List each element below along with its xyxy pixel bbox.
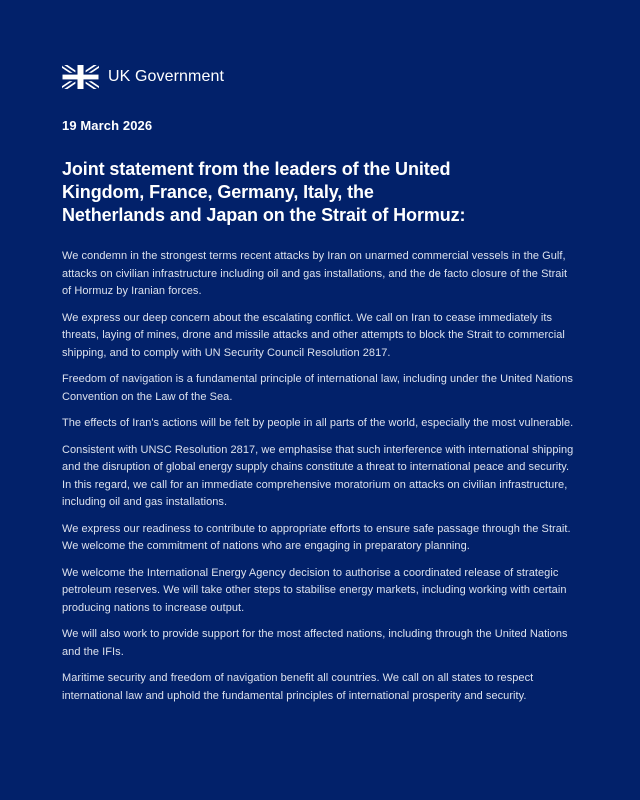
headline-line-3: Netherlands and Japan on the Strait of Hormuz: [62, 205, 466, 225]
statement-date: 19 March 2026 [62, 118, 153, 133]
org-name-label: UK Government [108, 67, 225, 85]
statement-paragraph: The effects of Iran's actions will be felt by people in all parts of the world, especially the most vulnerable. [62, 417, 574, 429]
headline-line-2: Kingdom, France, Germany, Italy, the [62, 182, 374, 202]
statement-paragraph: Freedom of navigation is a fundamental principle of international law, including under the United Nations Convention on the Law of the Sea. [62, 373, 573, 403]
statement-paragraph: We express our deep concern about the escalating conflict. We call on Iran to cease immediately its threats, laying of mines, drone and missile attacks and other attempts to block the Strait to commercial shipping, and to comply with UN Security Council Resolution 2817. [62, 311, 565, 359]
statement-paragraph: We condemn in the strongest terms recent attacks by Iran on unarmed commercial vessels in the Gulf, attacks on civilian infrastructure including oil and gas installations, and the de facto closure of the Strait of Hormuz by Iranian forces. [62, 250, 568, 297]
statement-body [62, 248, 574, 705]
uk-government-logo [62, 64, 580, 89]
union-jack-flag-icon [62, 65, 99, 89]
statement-headline [62, 158, 580, 227]
statement-paragraph: Maritime security and freedom of navigation benefit all countries. We call on all states to respect international law and uphold the fundamental principles of international prosperity and security. [62, 672, 534, 702]
statement-paragraph: We express our readiness to contribute to appropriate efforts to ensure safe passage through the Strait. We welcome the commitment of nations who are engaging in preparatory planning. [62, 522, 571, 552]
statement-paragraph: We welcome the International Energy Agency decision to authorise a coordinated release of strategic petroleum reserves. We will take other steps to stabilise energy markets, including working with certain producing nations to increase output. [62, 566, 567, 614]
headline-line-1: Joint statement from the leaders of the United [62, 159, 451, 179]
statement-paragraph: We will also work to provide support for the most affected nations, including through the United Nations and the IFIs. [62, 628, 568, 658]
statement-paragraph: Consistent with UNSC Resolution 2817, we emphasise that such interference with international shipping and the disruption of global energy supply chains constitute a threat to international peace and security. In this regard, we call for an immediate comprehensive moratorium on attacks on civilian infrastructure, including oil and gas installations. [62, 443, 574, 508]
